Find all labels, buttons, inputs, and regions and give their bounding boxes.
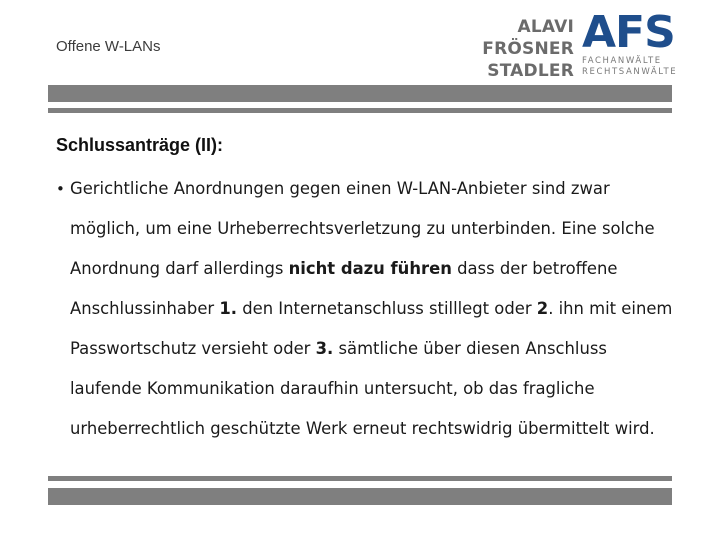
logo-name-1: ALAVI: [517, 17, 574, 37]
logo-mark: AFS: [582, 7, 675, 58]
logo-partner-names: [482, 16, 574, 82]
paragraph-number-1: 1.: [219, 299, 238, 318]
paragraph-text-2: dass der betroffene Anschlussinhaber: [70, 259, 618, 318]
paragraph-emphasis: nicht dazu führen: [288, 259, 452, 278]
slide-subtitle: Schlussanträge (II):: [56, 135, 224, 155]
logo-subtitle-line-1: FACHANWÄLTE: [582, 56, 662, 66]
bullet-symbol: •: [56, 180, 65, 198]
logo-name-2: FRÖSNER: [482, 39, 574, 59]
paragraph-text-4: . ihn mit einem Passwortschutz versieht oder: [70, 299, 673, 358]
logo-subtitle-line-2: RECHTSANWÄLTE: [582, 66, 678, 77]
logo-subtitle: [582, 56, 677, 77]
paragraph-text-5: sämtliche über diesen Anschluss laufende Kommunikation daraufhin untersucht, ob das fragliche urheberrechtlich geschützte Werk erneut rechtswidrig übermittelt wird.: [70, 339, 655, 438]
paragraph-text-3: den Internetanschluss stilllegt oder: [237, 299, 537, 318]
bottom-divider-bar-thick: [48, 488, 672, 505]
paragraph-text-1: Gerichtliche Anordnungen gegen einen W-LAN-Anbieter sind zwar möglich, um eine Urheberrechtsverletzung zu unterbinden. Eine solche Anordnung darf allerdings: [70, 179, 655, 278]
logo-name-3: STADLER: [487, 61, 574, 81]
header-title: Offene W-LANs: [56, 38, 161, 55]
bottom-divider-bar-thin: [48, 476, 672, 481]
paragraph-number-3: 3.: [315, 339, 334, 358]
bullet-paragraph: [56, 169, 676, 449]
paragraph-number-2: 2: [536, 299, 549, 318]
top-divider-bar-thin: [48, 108, 672, 113]
bullet-list: [56, 169, 676, 449]
firm-logo: [478, 7, 678, 82]
top-divider-bar-thick: [48, 85, 672, 102]
